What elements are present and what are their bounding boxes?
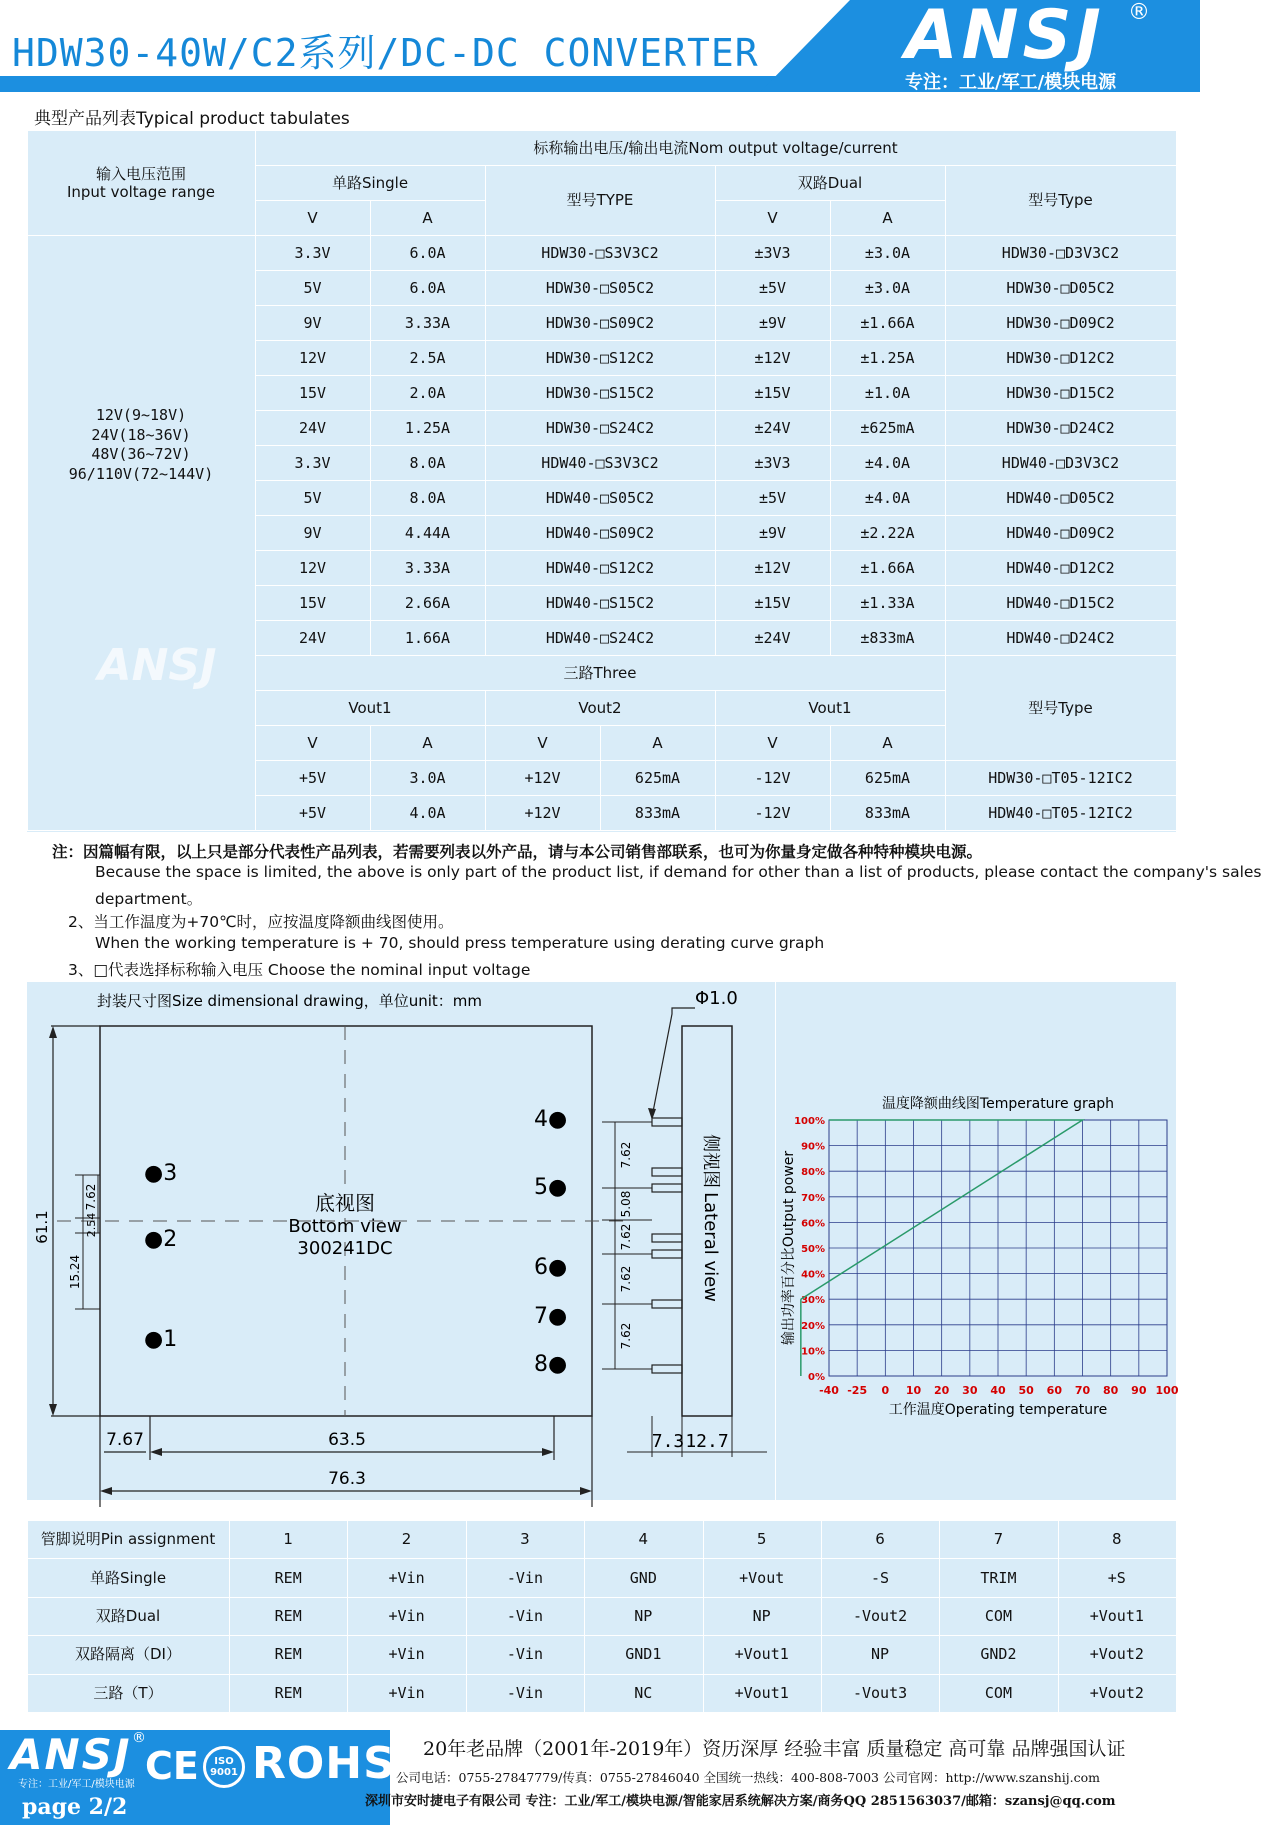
chart-y-tick: 0% bbox=[808, 1372, 825, 1383]
chart-x-tick: -40 bbox=[819, 1384, 839, 1397]
table-cell: 24V bbox=[298, 628, 327, 647]
pin-cell: +Vout2 bbox=[1089, 1645, 1144, 1664]
pin-cell: NP bbox=[634, 1606, 653, 1625]
dim-635: 63.5 bbox=[328, 1430, 366, 1450]
three-unit-header: V bbox=[307, 733, 318, 752]
chart-y-tick: 50% bbox=[801, 1244, 825, 1255]
table-cell: HDW40-□S05C2 bbox=[545, 488, 655, 507]
table-cell: 1.66A bbox=[404, 628, 451, 647]
chart-x-tick: 50 bbox=[1018, 1384, 1034, 1397]
table-cell: 3.33A bbox=[404, 313, 451, 332]
table-cell: 8.0A bbox=[409, 453, 446, 472]
pin-cell: GND1 bbox=[625, 1645, 662, 1664]
pin-row-label: 双路Dual bbox=[95, 1606, 161, 1625]
table-cell: 15V bbox=[298, 383, 327, 402]
three-table-cell: 833mA bbox=[864, 803, 911, 822]
pin-4: 4● bbox=[534, 1107, 568, 1132]
dim-left-762: 7.62 bbox=[84, 1183, 98, 1211]
three-table-cell: HDW40-□T05-12IC2 bbox=[988, 803, 1133, 822]
pin-cell: REM bbox=[274, 1645, 302, 1664]
pin-7: 7● bbox=[534, 1304, 568, 1329]
pin-cell: -Vin bbox=[506, 1606, 543, 1625]
unit-header-a: A bbox=[882, 208, 893, 227]
product-table-caption: 典型产品列表Typical product tabulates bbox=[34, 109, 350, 129]
table-cell: HDW40-□D15C2 bbox=[1006, 593, 1115, 612]
three-type-header: 型号Type bbox=[1028, 698, 1093, 717]
pin-number-header: 5 bbox=[756, 1530, 767, 1549]
pin-cell: REM bbox=[274, 1606, 302, 1625]
dim-side-762-b: 7.62 bbox=[619, 1223, 633, 1251]
three-table-cell: 625mA bbox=[864, 768, 911, 787]
pin-diameter-leader bbox=[652, 1008, 695, 1117]
pin-cell: +Vout2 bbox=[1089, 1683, 1144, 1702]
table-cell: HDW40-□S15C2 bbox=[545, 593, 655, 612]
table-cell: 3.3V bbox=[294, 453, 331, 472]
table-cell: 24V bbox=[298, 418, 327, 437]
table-cell: 1.25A bbox=[404, 418, 451, 437]
footer-slogan-small: 专注：工业/军工/模块电源 bbox=[18, 1779, 135, 1790]
table-cell: HDW40-□D09C2 bbox=[1006, 523, 1115, 542]
table-cell: HDW30-□D12C2 bbox=[1006, 348, 1115, 367]
table-watermark: ANSJ bbox=[97, 639, 217, 691]
pin-row-label: 单路Single bbox=[89, 1568, 167, 1587]
three-table-cell: +12V bbox=[524, 803, 561, 822]
chart-x-tick: 100 bbox=[1155, 1384, 1179, 1397]
table-cell: 8.0A bbox=[409, 488, 446, 507]
pin-cell: NC bbox=[634, 1683, 653, 1702]
three-table-cell: 625mA bbox=[634, 768, 681, 787]
chart-x-tick: 20 bbox=[934, 1384, 950, 1397]
pin-number-header: 7 bbox=[993, 1530, 1004, 1549]
table-cell: 9V bbox=[303, 313, 322, 332]
pin-cell: +Vout bbox=[739, 1568, 785, 1587]
temperature-derating-chart bbox=[781, 1095, 1179, 1418]
table-cell: 3.3V bbox=[294, 243, 331, 262]
product-table bbox=[27, 130, 1176, 832]
table-cell: HDW30-□D24C2 bbox=[1006, 418, 1115, 437]
table-cell: HDW30-□D3V3C2 bbox=[1001, 243, 1120, 262]
chart-x-tick: 90 bbox=[1131, 1384, 1147, 1397]
table-cell: 5V bbox=[303, 278, 322, 297]
pin-number-header: 1 bbox=[283, 1530, 293, 1549]
table-cell: ±9V bbox=[758, 313, 787, 332]
chart-x-tick: 80 bbox=[1103, 1384, 1119, 1397]
table-cell: HDW30-□S05C2 bbox=[545, 278, 655, 297]
page-footer bbox=[0, 1730, 1200, 1825]
nominal-output-header: 标称输出电压/输出电流Nom output voltage/current bbox=[533, 138, 898, 157]
dim-73: 7.3 bbox=[651, 1431, 685, 1452]
table-cell: ±4.0A bbox=[864, 453, 911, 472]
brand-logo: ANSJ bbox=[905, 0, 1105, 75]
footer-registered-mark: ® bbox=[132, 1730, 146, 1746]
table-cell: HDW30-□D05C2 bbox=[1006, 278, 1115, 297]
pin-cell: +Vin bbox=[388, 1568, 425, 1587]
vout-header: Vout2 bbox=[578, 698, 622, 717]
table-cell: ±15V bbox=[754, 593, 791, 612]
table-cell: 3.33A bbox=[404, 558, 451, 577]
input-range-values: 12V(9~18V) 24V(18~36V) 48V(36~72V) 96/110V(72~144V) bbox=[68, 406, 214, 483]
three-unit-header: A bbox=[652, 733, 663, 752]
table-cell: 2.5A bbox=[409, 348, 446, 367]
dim-767: 7.67 bbox=[106, 1430, 144, 1450]
note-2-en: When the working temperature is + 70, should press temperature using derating curve graph bbox=[95, 934, 825, 952]
three-table-cell: +5V bbox=[298, 803, 327, 822]
table-cell: HDW40-□D12C2 bbox=[1006, 558, 1115, 577]
footer-contact: 公司电话：0755-27847779/传真：0755-27846040 全国统一热线：400-808-7003 公司官网：http://www.szanshij.com bbox=[396, 1770, 1100, 1785]
dim-side-762-d: 7.62 bbox=[619, 1322, 633, 1350]
chart-y-tick: 80% bbox=[801, 1167, 825, 1179]
note-2-cn: 2、当工作温度为+70℃时，应按温度降额曲线图使用。 bbox=[68, 913, 454, 931]
input-voltage-header: 输入电压范围 Input voltage range bbox=[66, 164, 216, 201]
three-table-cell: 4.0A bbox=[409, 803, 446, 822]
type2-header: 型号Type bbox=[1028, 191, 1093, 209]
table-cell: HDW30-□D09C2 bbox=[1006, 313, 1115, 332]
bottom-view-label-en: Bottom view bbox=[288, 1216, 402, 1237]
pin-cell: COM bbox=[984, 1606, 1012, 1625]
pin-assignment-table bbox=[27, 1520, 1176, 1712]
pin-row-label: 三路（T） bbox=[93, 1683, 163, 1702]
three-unit-header: V bbox=[537, 733, 548, 752]
table-cell: HDW30-□S15C2 bbox=[545, 383, 655, 402]
table-cell: HDW40-□S24C2 bbox=[545, 628, 655, 647]
single-header: 单路Single bbox=[331, 173, 409, 192]
three-unit-header: A bbox=[882, 733, 893, 752]
table-cell: 4.44A bbox=[404, 523, 451, 542]
table-cell: ±2.22A bbox=[860, 523, 915, 542]
chart-title: 温度降额曲线图Temperature graph bbox=[881, 1096, 1115, 1112]
pin-cell: REM bbox=[274, 1683, 302, 1702]
three-unit-header: A bbox=[422, 733, 433, 752]
drawing-svg bbox=[27, 982, 1179, 1500]
side-view-en: Lateral view bbox=[700, 1192, 721, 1302]
pin-cell: COM bbox=[984, 1683, 1012, 1702]
pin-cell: +Vout1 bbox=[734, 1645, 789, 1664]
chart-y-tick: 20% bbox=[801, 1320, 825, 1332]
pin-cell: -Vout3 bbox=[852, 1683, 908, 1702]
table-cell: 12V bbox=[298, 558, 327, 577]
pin-cell: -Vin bbox=[506, 1683, 543, 1702]
table-cell: ±3.0A bbox=[864, 278, 911, 297]
type-header: 型号TYPE bbox=[566, 191, 634, 209]
table-cell: ±1.0A bbox=[864, 383, 911, 402]
pin-2: ●2 bbox=[144, 1227, 178, 1252]
table-cell: ±24V bbox=[754, 628, 791, 647]
table-cell: ±12V bbox=[754, 348, 791, 367]
table-cell: ±4.0A bbox=[864, 488, 911, 507]
table-cell: 12V bbox=[298, 348, 327, 367]
table-cell: HDW30-□D15C2 bbox=[1006, 383, 1115, 402]
pin-cell: +S bbox=[1107, 1568, 1126, 1587]
note-3: 3、□代表选择标称输入电压 Choose the nominal input voltage bbox=[68, 961, 531, 979]
table-cell: ±12V bbox=[754, 558, 791, 577]
three-unit-header: V bbox=[767, 733, 778, 752]
diagram-divider bbox=[775, 982, 776, 1500]
table-cell: ±1.25A bbox=[860, 348, 915, 367]
table-cell: ±833mA bbox=[860, 628, 915, 647]
chart-y-tick: 30% bbox=[801, 1295, 825, 1307]
pin-cell: +Vout1 bbox=[1089, 1606, 1144, 1625]
table-cell: ±3.0A bbox=[864, 243, 911, 262]
table-cell: ±3V3 bbox=[754, 243, 791, 262]
table-cell: ±1.66A bbox=[860, 558, 915, 577]
three-table-cell: -12V bbox=[754, 803, 791, 822]
table-cell: ±24V bbox=[754, 418, 791, 437]
three-header: 三路Three bbox=[563, 663, 637, 682]
dim-height: 61.1 bbox=[33, 1210, 51, 1244]
chart-x-tick: 70 bbox=[1074, 1384, 1091, 1397]
vout-header: Vout1 bbox=[808, 698, 852, 717]
table-cell: ±15V bbox=[754, 383, 791, 402]
chart-y-tick: 10% bbox=[801, 1346, 825, 1358]
page-number: page 2/2 bbox=[22, 1794, 128, 1820]
pin-number-header: 6 bbox=[875, 1530, 885, 1549]
three-table-cell: HDW30-□T05-12IC2 bbox=[988, 768, 1133, 787]
pin-cell: +Vin bbox=[388, 1683, 425, 1702]
pin-cell: REM bbox=[274, 1568, 302, 1587]
unit-header-v: V bbox=[767, 208, 778, 227]
pin-3: ●3 bbox=[144, 1161, 178, 1186]
table-cell: ±625mA bbox=[860, 418, 915, 437]
table-cell: HDW40-□S12C2 bbox=[545, 558, 655, 577]
table-cell: HDW40-□S3V3C2 bbox=[541, 453, 659, 472]
chart-x-tick: -25 bbox=[847, 1384, 868, 1397]
bottom-view-label-cn: 底视图 bbox=[315, 1191, 375, 1215]
footer-company: 深圳市安时捷电子有限公司 专注：工业/军工/模块电源/智能家居系统解决方案/商务QQ 2851563037/邮箱：szansj@qq.com bbox=[365, 1794, 1116, 1809]
unit-header-a: A bbox=[422, 208, 433, 227]
page-title: HDW30-40W/C2系列/DC-DC CONVERTER bbox=[12, 31, 759, 75]
chart-y-label: 输出功率百分比Output power bbox=[781, 1150, 797, 1346]
chart-x-label: 工作温度Operating temperature bbox=[888, 1402, 1108, 1418]
pin-5: 5● bbox=[534, 1175, 568, 1200]
pin-cell: +Vin bbox=[388, 1606, 425, 1625]
table-cell: 15V bbox=[298, 593, 327, 612]
footer-logo: ANSJ bbox=[10, 1730, 132, 1779]
pin-cell: -Vout2 bbox=[852, 1606, 908, 1625]
chart-y-tick: 70% bbox=[801, 1192, 825, 1204]
chart-x-tick: 10 bbox=[905, 1384, 922, 1397]
pin-number-header: 8 bbox=[1112, 1530, 1122, 1549]
three-table-cell: 3.0A bbox=[409, 768, 446, 787]
table-cell: ±5V bbox=[758, 488, 787, 507]
table-cell: HDW30-□S3V3C2 bbox=[541, 243, 659, 262]
vout-header: Vout1 bbox=[348, 698, 392, 717]
table-cell: 2.0A bbox=[409, 383, 446, 402]
pin-table-header: 管脚说明Pin assignment bbox=[40, 1530, 216, 1549]
three-table-cell: +12V bbox=[524, 768, 561, 787]
registered-mark: ® bbox=[1128, 0, 1150, 25]
chart-y-tick: 60% bbox=[801, 1218, 825, 1230]
drawing-title: 封装尺寸图Size dimensional drawing，单位unit：mm bbox=[97, 992, 483, 1010]
pin-cell: -S bbox=[871, 1568, 890, 1587]
table-cell: HDW40-□D3V3C2 bbox=[1001, 453, 1120, 472]
note-1-cn: 注：因篇幅有限，以上只是部分代表性产品列表，若需要列表以外产品，请与本公司销售部联系，也可为你量身定做各种特种模块电源。 bbox=[52, 843, 983, 861]
pin-cell: -Vin bbox=[506, 1645, 543, 1664]
pin-number-header: 4 bbox=[638, 1530, 649, 1549]
chart-x-tick: 60 bbox=[1046, 1384, 1062, 1397]
table-cell: ±9V bbox=[758, 523, 787, 542]
pin-cell: +Vout1 bbox=[734, 1683, 789, 1702]
chart-y-tick: 90% bbox=[801, 1141, 825, 1153]
three-table-cell: 833mA bbox=[634, 803, 681, 822]
dim-left-1524: 15.24 bbox=[68, 1254, 82, 1290]
pin-cell: NP bbox=[871, 1645, 890, 1664]
table-cell: HDW40-□D05C2 bbox=[1006, 488, 1115, 507]
table-cell: ±1.33A bbox=[860, 593, 915, 612]
side-pins bbox=[652, 1118, 682, 1373]
table-cell: 9V bbox=[303, 523, 322, 542]
dim-side-508: 5.08 bbox=[619, 1190, 633, 1218]
brand-slogan: 专注：工业/军工/模块电源 bbox=[905, 72, 1117, 93]
chart-y-tick: 100% bbox=[794, 1116, 825, 1127]
model-number: 300241DC bbox=[297, 1238, 393, 1259]
dual-header: 双路Dual bbox=[797, 173, 863, 192]
three-table-cell: +5V bbox=[298, 768, 327, 787]
page-header bbox=[0, 0, 1200, 92]
pin-number-header: 2 bbox=[401, 1530, 412, 1549]
side-view-label bbox=[700, 1134, 721, 1302]
table-cell: HDW30-□S12C2 bbox=[545, 348, 655, 367]
pin-cell: GND2 bbox=[980, 1645, 1017, 1664]
table-cell: 2.66A bbox=[404, 593, 451, 612]
chart-x-tick: 30 bbox=[962, 1384, 978, 1397]
pin-cell: +Vin bbox=[388, 1645, 425, 1664]
rohs-mark: ROHS bbox=[252, 1738, 396, 1789]
dim-side-762-c: 7.62 bbox=[619, 1265, 633, 1293]
table-cell: HDW40-□S09C2 bbox=[545, 523, 655, 542]
dim-763: 76.3 bbox=[328, 1469, 366, 1489]
ce-mark-icon: CE bbox=[145, 1744, 199, 1788]
pin-diameter: Φ1.0 bbox=[695, 988, 738, 1009]
pin-cell: NP bbox=[752, 1606, 771, 1625]
dim-side-762-a: 7.62 bbox=[619, 1141, 633, 1169]
table-cell: HDW30-□S09C2 bbox=[545, 313, 655, 332]
table-cell: ±3V3 bbox=[754, 453, 791, 472]
iso-badge-icon: ISO 9001 bbox=[203, 1746, 245, 1788]
note-1-en: Because the space is limited, the above is only part of the product list, if demand for other than a list of products, please contact the company's sales bbox=[95, 863, 1262, 881]
pin-cell: GND bbox=[629, 1568, 657, 1587]
unit-header-v: V bbox=[307, 208, 318, 227]
table-cell: ±1.66A bbox=[860, 313, 915, 332]
footer-slogan: 20年老品牌（2001年-2019年）资历深厚 经验丰富 质量稳定 高可靠 品牌强国认证 bbox=[423, 1738, 1126, 1760]
table-cell: ±5V bbox=[758, 278, 787, 297]
pin-number-header: 3 bbox=[520, 1530, 530, 1549]
dimension-drawing-panel bbox=[27, 982, 1179, 1500]
pin-1: ●1 bbox=[144, 1327, 178, 1352]
chart-x-tick: 0 bbox=[881, 1384, 890, 1397]
pin-8: 8● bbox=[534, 1352, 568, 1377]
note-1-en-cont: department。 bbox=[95, 890, 203, 908]
table-cell: 6.0A bbox=[409, 243, 446, 262]
table-cell: HDW40-□D24C2 bbox=[1006, 628, 1115, 647]
side-view-cn: 侧视图 bbox=[700, 1134, 721, 1189]
chart-x-tick: 40 bbox=[990, 1384, 1006, 1397]
three-table-cell: -12V bbox=[754, 768, 791, 787]
pin-row-label: 双路隔离（DI） bbox=[75, 1645, 181, 1664]
dim-left-254: 2.54 bbox=[85, 1212, 98, 1238]
table-cell: HDW30-□S24C2 bbox=[545, 418, 655, 437]
chart-y-tick: 40% bbox=[801, 1269, 825, 1281]
pin-cell: TRIM bbox=[980, 1568, 1017, 1587]
pin-6: 6● bbox=[534, 1255, 568, 1280]
pin-cell: -Vin bbox=[506, 1568, 543, 1587]
table-cell: 5V bbox=[303, 488, 322, 507]
table-cell: 6.0A bbox=[409, 278, 446, 297]
dim-127: 12.7 bbox=[685, 1431, 729, 1452]
